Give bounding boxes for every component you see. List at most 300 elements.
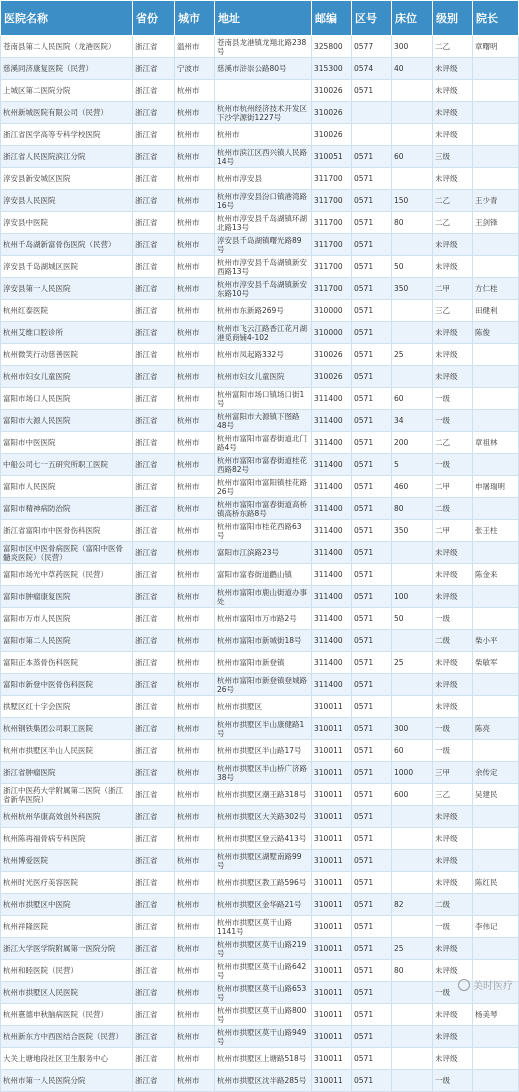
cell-postcode: 310011 <box>312 784 352 806</box>
cell-city: 杭州市 <box>175 740 215 762</box>
cell-beds <box>392 828 433 850</box>
cell-level: 三乙 <box>433 784 473 806</box>
cell-city: 杭州市 <box>175 1026 215 1048</box>
cell-director <box>473 1026 519 1048</box>
cell-beds: 80 <box>392 498 433 520</box>
table-row <box>1 894 519 916</box>
table-row <box>1 652 519 674</box>
cell-area-code: 0574 <box>352 58 392 80</box>
cell-postcode: 311400 <box>312 542 352 564</box>
cell-beds: 50 <box>392 256 433 278</box>
cell-postcode: 311700 <box>312 278 352 300</box>
cell-level: 三乙 <box>433 300 473 322</box>
cell-hospital-name: 慈溪同济康复医院（民营） <box>1 58 133 80</box>
cell-province: 浙江省 <box>133 1026 175 1048</box>
cell-area-code: 0571 <box>352 388 392 410</box>
watermark-logo-icon <box>458 979 470 991</box>
cell-address <box>215 80 312 102</box>
cell-director: 张王柱 <box>473 520 519 542</box>
cell-director: 方仁桂 <box>473 278 519 300</box>
cell-province: 浙江省 <box>133 652 175 674</box>
cell-address: 杭州市富阳市富春街道桂花西路82号 <box>215 454 312 476</box>
cell-level: 二级 <box>433 498 473 520</box>
cell-address: 杭州市 <box>215 124 312 146</box>
cell-postcode: 311400 <box>312 476 352 498</box>
header-postcode: 邮编 <box>312 1 352 36</box>
cell-province: 浙江省 <box>133 454 175 476</box>
cell-level: 未评级 <box>433 586 473 608</box>
cell-beds: 600 <box>392 784 433 806</box>
cell-province: 浙江省 <box>133 80 175 102</box>
cell-director <box>473 806 519 828</box>
table-row <box>1 1004 519 1026</box>
cell-area-code: 0571 <box>352 784 392 806</box>
header-level: 级别 <box>433 1 473 36</box>
cell-postcode: 310011 <box>312 938 352 960</box>
cell-level: 二乙 <box>433 212 473 234</box>
cell-level: 未评级 <box>433 366 473 388</box>
table-row <box>1 586 519 608</box>
cell-level: 未评级 <box>433 256 473 278</box>
cell-level: 未评级 <box>433 652 473 674</box>
cell-city: 杭州市 <box>175 80 215 102</box>
cell-director <box>473 586 519 608</box>
cell-city: 杭州市 <box>175 432 215 454</box>
cell-postcode: 310000 <box>312 300 352 322</box>
cell-beds <box>392 696 433 718</box>
cell-level: 未评级 <box>433 1048 473 1070</box>
cell-address: 杭州富阳市场口镇场口街1号 <box>215 388 312 410</box>
cell-beds: 50 <box>392 608 433 630</box>
cell-level: 一级 <box>433 388 473 410</box>
cell-director <box>473 234 519 256</box>
table-row <box>1 938 519 960</box>
cell-area-code: 0571 <box>352 212 392 234</box>
cell-address: 杭州市拱墅区大关路302号 <box>215 806 312 828</box>
cell-postcode: 325800 <box>312 36 352 58</box>
cell-director: 陈俊 <box>473 322 519 344</box>
cell-address: 杭州市富阳市万市路2号 <box>215 608 312 630</box>
cell-address: 杭州市拱墅区莫干山路949号 <box>215 1026 312 1048</box>
cell-hospital-name: 富阳市区中医骨病医院（富阳中医骨髓炎医院）（民营） <box>1 542 133 564</box>
cell-city: 杭州市 <box>175 476 215 498</box>
cell-level: 一级 <box>433 982 473 1004</box>
table-row <box>1 630 519 652</box>
cell-beds <box>392 80 433 102</box>
cell-address: 杭州市富阳市新登镇登城路26号 <box>215 674 312 696</box>
cell-director: 章曙明 <box>473 36 519 58</box>
cell-director: 陈红民 <box>473 872 519 894</box>
cell-level: 未评级 <box>433 344 473 366</box>
cell-postcode: 311400 <box>312 388 352 410</box>
cell-area-code: 0571 <box>352 300 392 322</box>
cell-beds: 300 <box>392 36 433 58</box>
cell-postcode: 310011 <box>312 894 352 916</box>
cell-city: 杭州市 <box>175 410 215 432</box>
cell-hospital-name: 富阳市万市人民医院 <box>1 608 133 630</box>
cell-director: 吴建民 <box>473 784 519 806</box>
cell-director <box>473 850 519 872</box>
cell-level: 二甲 <box>433 278 473 300</box>
cell-province: 浙江省 <box>133 718 175 740</box>
cell-city: 杭州市 <box>175 256 215 278</box>
cell-hospital-name: 富阳正本蒸骨伤科医院 <box>1 652 133 674</box>
cell-beds <box>392 300 433 322</box>
cell-address: 杭州富阳市大源镇下图路48号 <box>215 410 312 432</box>
cell-province: 浙江省 <box>133 564 175 586</box>
cell-postcode: 315300 <box>312 58 352 80</box>
table-row <box>1 256 519 278</box>
table-row <box>1 784 519 806</box>
table-row <box>1 872 519 894</box>
cell-postcode: 311400 <box>312 630 352 652</box>
cell-beds: 40 <box>392 58 433 80</box>
cell-province: 浙江省 <box>133 1048 175 1070</box>
cell-area-code: 0571 <box>352 652 392 674</box>
cell-area-code: 0571 <box>352 476 392 498</box>
cell-city: 杭州市 <box>175 696 215 718</box>
cell-level: 二乙 <box>433 432 473 454</box>
cell-city: 杭州市 <box>175 542 215 564</box>
cell-area-code: 0571 <box>352 1004 392 1026</box>
cell-city: 杭州市 <box>175 652 215 674</box>
table-row <box>1 960 519 982</box>
cell-hospital-name: 杭州微笑行动慈善医院 <box>1 344 133 366</box>
cell-director <box>473 498 519 520</box>
cell-province: 浙江省 <box>133 36 175 58</box>
table-row <box>1 806 519 828</box>
cell-address: 杭州市富阳市新城街18号 <box>215 630 312 652</box>
cell-province: 浙江省 <box>133 388 175 410</box>
cell-province: 浙江省 <box>133 586 175 608</box>
cell-province: 浙江省 <box>133 410 175 432</box>
table-row <box>1 916 519 938</box>
cell-director <box>473 146 519 168</box>
cell-province: 浙江省 <box>133 938 175 960</box>
cell-hospital-name: 富阳市场光中草药医院（民营） <box>1 564 133 586</box>
cell-address: 杭州市拱墅区潮王路318号 <box>215 784 312 806</box>
cell-beds: 25 <box>392 652 433 674</box>
cell-hospital-name: 杭州时光医疗美容医院 <box>1 872 133 894</box>
cell-postcode: 311400 <box>312 674 352 696</box>
cell-level: 一级 <box>433 410 473 432</box>
cell-postcode: 310011 <box>312 828 352 850</box>
cell-city: 杭州市 <box>175 850 215 872</box>
cell-area-code: 0571 <box>352 586 392 608</box>
cell-area-code: 0571 <box>352 960 392 982</box>
cell-area-code: 0571 <box>352 718 392 740</box>
cell-address: 杭州市拱墅区沈半路285号 <box>215 1070 312 1092</box>
table-row <box>1 564 519 586</box>
cell-hospital-name: 淳安县人民医院 <box>1 190 133 212</box>
cell-hospital-name: 杭州千岛湖新富骨伤医院（民营） <box>1 234 133 256</box>
cell-postcode: 311700 <box>312 234 352 256</box>
cell-province: 浙江省 <box>133 608 175 630</box>
cell-director <box>473 454 519 476</box>
cell-address: 杭州市拱墅区莫干山路1141号 <box>215 916 312 938</box>
cell-area-code: 0571 <box>352 520 392 542</box>
cell-hospital-name: 中船公司七一五研究所职工医院 <box>1 454 133 476</box>
table-row <box>1 520 519 542</box>
cell-hospital-name: 浙江省医学高等专科学校医院 <box>1 124 133 146</box>
cell-area-code: 0571 <box>352 322 392 344</box>
cell-level: 未评级 <box>433 828 473 850</box>
cell-city: 杭州市 <box>175 520 215 542</box>
cell-director: 李伟记 <box>473 916 519 938</box>
cell-director <box>473 102 519 124</box>
cell-director <box>473 674 519 696</box>
cell-address: 杭州市妇女儿童医院 <box>215 366 312 388</box>
table-row <box>1 762 519 784</box>
cell-hospital-name: 浙江省肿瘤医院 <box>1 762 133 784</box>
table-row <box>1 498 519 520</box>
cell-beds: 200 <box>392 432 433 454</box>
cell-area-code: 0571 <box>352 608 392 630</box>
cell-address: 富阳市富春街道鹳山镇 <box>215 564 312 586</box>
cell-area-code: 0571 <box>352 806 392 828</box>
cell-province: 浙江省 <box>133 828 175 850</box>
cell-province: 浙江省 <box>133 916 175 938</box>
table-row <box>1 1048 519 1070</box>
cell-address: 杭州市拱墅区金华路21号 <box>215 894 312 916</box>
cell-province: 浙江省 <box>133 762 175 784</box>
cell-city: 杭州市 <box>175 784 215 806</box>
cell-province: 浙江省 <box>133 1070 175 1092</box>
table-row <box>1 168 519 190</box>
cell-city: 杭州市 <box>175 146 215 168</box>
cell-address: 杭州市拱墅区 <box>215 696 312 718</box>
cell-director: 杨美琴 <box>473 1004 519 1026</box>
cell-director <box>473 542 519 564</box>
cell-address: 杭州市富阳市桂花西路63号 <box>215 520 312 542</box>
cell-area-code: 0577 <box>352 36 392 58</box>
table-body <box>1 36 519 1092</box>
cell-hospital-name: 杭州钢铁集团公司职工医院 <box>1 718 133 740</box>
cell-level: 二甲 <box>433 520 473 542</box>
cell-level: 一级 <box>433 608 473 630</box>
cell-city: 杭州市 <box>175 630 215 652</box>
table-row <box>1 828 519 850</box>
cell-beds <box>392 806 433 828</box>
cell-director: 柴小平 <box>473 630 519 652</box>
cell-level: 未评级 <box>433 938 473 960</box>
cell-hospital-name: 杭州和睦医院（民营） <box>1 960 133 982</box>
cell-city: 杭州市 <box>175 894 215 916</box>
cell-hospital-name: 杭州杭州华康高效创外科医院 <box>1 806 133 828</box>
cell-beds <box>392 916 433 938</box>
header-row <box>1 1 519 36</box>
table-row <box>1 696 519 718</box>
table-row <box>1 366 519 388</box>
cell-province: 浙江省 <box>133 322 175 344</box>
cell-hospital-name: 杭州市第一人民医院分院 <box>1 1070 133 1092</box>
table-row <box>1 322 519 344</box>
cell-hospital-name: 杭州市拱墅区半山人民医院 <box>1 740 133 762</box>
cell-address: 杭州市淳安县千岛湖镇环湖北路13号 <box>215 212 312 234</box>
cell-beds <box>392 630 433 652</box>
cell-beds: 25 <box>392 344 433 366</box>
cell-area-code: 0571 <box>352 454 392 476</box>
cell-area-code: 0571 <box>352 1070 392 1092</box>
cell-postcode: 310011 <box>312 1048 352 1070</box>
cell-area-code: 0571 <box>352 256 392 278</box>
cell-level: 三级 <box>433 146 473 168</box>
cell-hospital-name: 苍南县第二人民医院（龙港医院） <box>1 36 133 58</box>
cell-city: 杭州市 <box>175 586 215 608</box>
cell-address: 杭州市富阳市富春街道北门路4号 <box>215 432 312 454</box>
cell-postcode: 311400 <box>312 498 352 520</box>
cell-level: 未评级 <box>433 234 473 256</box>
cell-area-code: 0571 <box>352 410 392 432</box>
cell-address: 杭州市富阳市富阳镇桂花路26号 <box>215 476 312 498</box>
cell-hospital-name: 富阳市第二人民医院 <box>1 630 133 652</box>
cell-province: 浙江省 <box>133 366 175 388</box>
cell-director: 余传定 <box>473 762 519 784</box>
cell-postcode: 310011 <box>312 916 352 938</box>
cell-province: 浙江省 <box>133 124 175 146</box>
cell-area-code: 0571 <box>352 1048 392 1070</box>
cell-province: 浙江省 <box>133 1004 175 1026</box>
cell-beds <box>392 322 433 344</box>
cell-address: 杭州市拱墅区半山路17号 <box>215 740 312 762</box>
cell-hospital-name: 杭州新东方中西医结合医院（民营） <box>1 1026 133 1048</box>
cell-level: 未评级 <box>433 1004 473 1026</box>
cell-director <box>473 1070 519 1092</box>
cell-area-code: 0571 <box>352 498 392 520</box>
cell-city: 杭州市 <box>175 608 215 630</box>
cell-beds <box>392 1004 433 1026</box>
cell-level: 一级 <box>433 916 473 938</box>
cell-hospital-name: 淳安县新安城区医院 <box>1 168 133 190</box>
cell-level: 未评级 <box>433 806 473 828</box>
cell-postcode: 310011 <box>312 1070 352 1092</box>
cell-director: 柴敏军 <box>473 652 519 674</box>
cell-postcode: 311400 <box>312 586 352 608</box>
cell-postcode: 311400 <box>312 454 352 476</box>
cell-area-code: 0571 <box>352 894 392 916</box>
cell-area-code: 0571 <box>352 916 392 938</box>
cell-province: 浙江省 <box>133 674 175 696</box>
cell-city: 杭州市 <box>175 1048 215 1070</box>
cell-province: 浙江省 <box>133 630 175 652</box>
cell-city: 杭州市 <box>175 498 215 520</box>
cell-director <box>473 58 519 80</box>
cell-beds: 80 <box>392 212 433 234</box>
cell-beds: 25 <box>392 938 433 960</box>
table-row <box>1 234 519 256</box>
cell-city: 杭州市 <box>175 674 215 696</box>
cell-city: 杭州市 <box>175 454 215 476</box>
cell-address: 杭州市凤起路332号 <box>215 344 312 366</box>
cell-director <box>473 256 519 278</box>
cell-province: 浙江省 <box>133 872 175 894</box>
cell-level: 一级 <box>433 1070 473 1092</box>
cell-hospital-name: 浙江省人民医院滨江分院 <box>1 146 133 168</box>
cell-hospital-name: 杭州新城医院有限公司（民营） <box>1 102 133 124</box>
cell-address: 淳安县千岛湖镇曙光路89号 <box>215 234 312 256</box>
cell-postcode: 311400 <box>312 432 352 454</box>
cell-postcode: 310026 <box>312 80 352 102</box>
cell-postcode: 311400 <box>312 652 352 674</box>
cell-city: 杭州市 <box>175 916 215 938</box>
table-row <box>1 454 519 476</box>
cell-level: 二乙 <box>433 36 473 58</box>
cell-postcode: 310011 <box>312 1004 352 1026</box>
cell-province: 浙江省 <box>133 520 175 542</box>
cell-postcode: 310011 <box>312 718 352 740</box>
cell-beds: 350 <box>392 520 433 542</box>
cell-director <box>473 366 519 388</box>
cell-postcode: 310011 <box>312 1026 352 1048</box>
cell-postcode: 311700 <box>312 256 352 278</box>
cell-address: 杭州市东新路269号 <box>215 300 312 322</box>
cell-beds: 60 <box>392 146 433 168</box>
cell-city: 杭州市 <box>175 322 215 344</box>
cell-director <box>473 696 519 718</box>
cell-address: 杭州市拱墅区莫干山路642号 <box>215 960 312 982</box>
cell-area-code: 0571 <box>352 366 392 388</box>
cell-hospital-name: 杭州红泰医院 <box>1 300 133 322</box>
table-row <box>1 344 519 366</box>
cell-hospital-name: 浙江省富阳市中医骨伤科医院 <box>1 520 133 542</box>
table-row <box>1 36 519 58</box>
cell-postcode: 310011 <box>312 872 352 894</box>
cell-address: 杭州市滨江区西兴镇人民路14号 <box>215 146 312 168</box>
cell-area-code: 0571 <box>352 432 392 454</box>
cell-address: 杭州市飞云江路香江花月湖港觅商铺4-102 <box>215 322 312 344</box>
cell-city: 杭州市 <box>175 388 215 410</box>
cell-province: 浙江省 <box>133 278 175 300</box>
table-row <box>1 124 519 146</box>
cell-hospital-name: 富阳市精神病防治院 <box>1 498 133 520</box>
cell-beds <box>392 124 433 146</box>
cell-director <box>473 938 519 960</box>
cell-area-code: 0571 <box>352 630 392 652</box>
table-row <box>1 608 519 630</box>
cell-province: 浙江省 <box>133 102 175 124</box>
cell-postcode: 310011 <box>312 850 352 872</box>
cell-director <box>473 828 519 850</box>
cell-beds: 60 <box>392 388 433 410</box>
cell-area-code: 0571 <box>352 278 392 300</box>
cell-beds: 460 <box>392 476 433 498</box>
cell-area-code: 0571 <box>352 168 392 190</box>
cell-hospital-name: 淳安县第一人民医院 <box>1 278 133 300</box>
cell-area-code: 0571 <box>352 234 392 256</box>
cell-level: 二级 <box>433 630 473 652</box>
cell-level: 三甲 <box>433 762 473 784</box>
cell-hospital-name: 杭州憙德申秋脑病医院（民营） <box>1 1004 133 1026</box>
cell-address: 杭州市淳安县千岛湖镇新安西路13号 <box>215 256 312 278</box>
cell-city: 杭州市 <box>175 806 215 828</box>
cell-postcode: 310011 <box>312 740 352 762</box>
cell-city: 杭州市 <box>175 102 215 124</box>
cell-director: 王少青 <box>473 190 519 212</box>
cell-hospital-name: 淳安县千岛湖城区医院 <box>1 256 133 278</box>
cell-area-code: 0571 <box>352 344 392 366</box>
cell-postcode: 310051 <box>312 146 352 168</box>
cell-area-code: 0571 <box>352 762 392 784</box>
cell-city: 杭州市 <box>175 1070 215 1092</box>
cell-area-code: 0571 <box>352 828 392 850</box>
cell-province: 浙江省 <box>133 740 175 762</box>
cell-province: 浙江省 <box>133 850 175 872</box>
table-row <box>1 102 519 124</box>
cell-level: 未评级 <box>433 80 473 102</box>
cell-level: 未评级 <box>433 102 473 124</box>
cell-address: 杭州市杭州经济技术开发区下沙学源街1227号 <box>215 102 312 124</box>
cell-address: 杭州市淳安县 <box>215 168 312 190</box>
